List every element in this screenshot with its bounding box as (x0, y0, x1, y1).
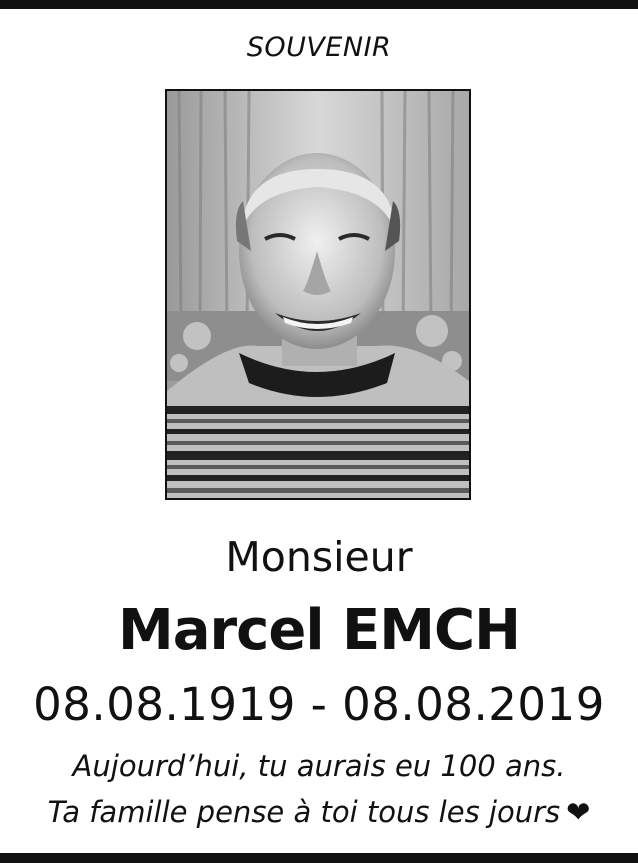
top-border (0, 0, 638, 9)
header-souvenir: SOUVENIR (246, 32, 392, 63)
life-dates: 08.08.1919 - 08.08.2019 (33, 678, 605, 731)
bottom-border (0, 853, 638, 863)
person-name: Marcel EMCH (118, 598, 520, 663)
heart-icon: ❤ (566, 795, 591, 829)
message-line-2-text: Ta famille pense à toi tous les jours (47, 795, 561, 829)
portrait-photo (165, 89, 471, 500)
message-line-1: Aujourd’hui, tu aurais eu 100 ans. (72, 749, 566, 783)
message-line-2 (0, 795, 638, 829)
honorific-title: Monsieur (225, 533, 413, 581)
